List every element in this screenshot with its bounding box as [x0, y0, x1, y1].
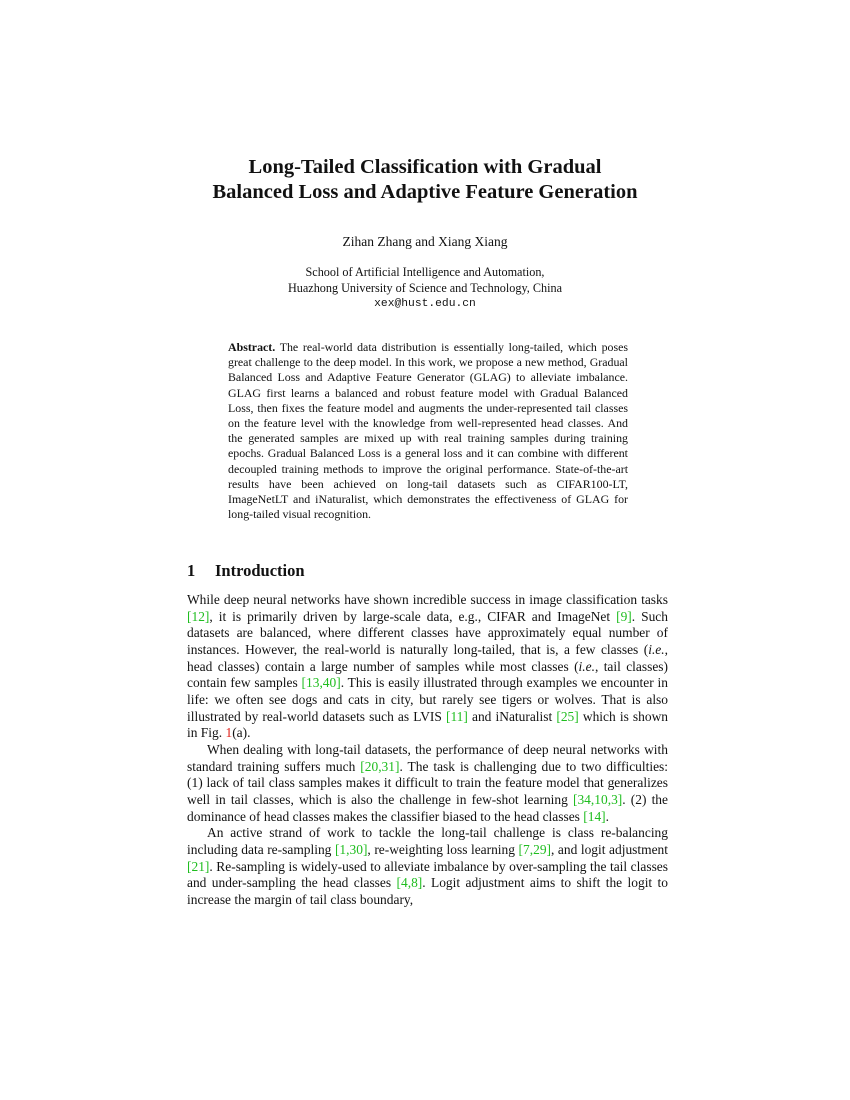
- citation-link[interactable]: 31]: [381, 758, 400, 774]
- title-line-1: Long-Tailed Classification with Gradual: [248, 156, 602, 178]
- citation-link[interactable]: [13: [301, 675, 320, 691]
- text-run: An active strand of work to tackle the long-tail challenge is class re-balancing including data re-sampling: [187, 825, 668, 857]
- citation-link[interactable]: [1: [334, 841, 347, 857]
- text-run: When dealing with long-tail datasets, the performance of deep neural networks with standard training suffers much: [187, 741, 668, 774]
- text-run: , tail classes) contain few samples: [187, 658, 668, 691]
- citation-link[interactable]: [11]: [445, 708, 468, 724]
- author-list: Zihan Zhang and Xiang Xiang: [342, 234, 508, 249]
- citation-link[interactable]: [25]: [556, 708, 579, 724]
- figure-reference-link[interactable]: 1: [225, 725, 233, 741]
- text-run: . The task is challenging due to two difficulties: (1) lack of tail class samples makes it difficult to train the feature model that generalizes well in tail classes, which is also the challenge in few-shot learning: [187, 758, 669, 807]
- text-run: . Re-sampling is widely-used to alleviate imbalance by over-sampling the tail classes and under-sampling the head classes: [187, 858, 668, 891]
- intro-paragraph-3: [187, 825, 668, 908]
- citation-separator: ,: [590, 791, 595, 807]
- section-heading: [187, 561, 305, 581]
- citation-link[interactable]: [12]: [187, 608, 210, 624]
- text-run: . Logit adjustment aims to shift the logit to increase the margin of tail class boundary,: [187, 875, 668, 907]
- citation-separator: ,: [407, 875, 412, 891]
- citation-link[interactable]: 29]: [533, 841, 552, 857]
- citation-link[interactable]: [34: [572, 791, 591, 807]
- affiliation-line-2: Huazhong University of Science and Technology, China: [288, 281, 562, 295]
- text-run: . Such datasets are balanced, where different classes have approximately equal number of instances. However, the real-world is naturally long-tailed, that is, a few classes (: [187, 608, 668, 657]
- author-email: xex@hust.edu.cn: [374, 298, 476, 310]
- citation-separator: ,: [319, 675, 323, 691]
- section-title: Introduction: [215, 561, 305, 580]
- text-run: While deep neural networks have shown incredible success in image classification tasks: [187, 592, 668, 607]
- citation-separator: ,: [607, 791, 612, 807]
- text-run: , re-weighting loss learning: [367, 841, 519, 857]
- text-run: .: [605, 808, 610, 824]
- citation-separator: ,: [346, 841, 350, 857]
- text-run: , head classes) contain a large number of samples while most classes (: [187, 641, 668, 674]
- citation-link[interactable]: 10: [594, 791, 608, 807]
- citation-link[interactable]: 30]: [349, 841, 368, 857]
- abstract-text: The real-world data distribution is essentially long-tailed, which poses great challenge to the deep model. In this work, we propose a new method, Gradual Balanced Loss and Adaptive Feature Generator (GLAG) to alleviate imbalance. GLAG first learns a balanced and robust feature model with Gradual Balanced Loss, then fixes the feature model and augments the under-represented tail classes on the feature level with the knowledge from well-represented head classes. And the generated samples are mixed up with real training samples during training epochs. Gradual Balanced Loss is a general loss and it can combine with different decoupled training methods to improve the original performance. State-of-the-art results have been achieved on long-tail datasets such as CIFAR100-LT, ImageNetLT and iNaturalist, which demonstrates the effectiveness of GLAG for long-tailed visual recognition.: [228, 340, 628, 522]
- citation-link[interactable]: [21]: [187, 858, 210, 874]
- text-run: , and logit adjustment: [551, 841, 668, 857]
- citation-link[interactable]: [20: [360, 758, 379, 774]
- text-run: which is shown in Fig.: [187, 708, 669, 741]
- citation-separator: ,: [529, 841, 534, 857]
- intro-paragraph-2: [187, 742, 668, 825]
- citation-link[interactable]: [7: [518, 841, 530, 857]
- text-run: . This is easily illustrated through examples we encounter in life: we often see dogs and cats in city, but rarely see tigers or wolves. That is also illustrated by real-world datasets such as LVIS: [187, 675, 668, 724]
- italic-abbrev: i.e.: [578, 658, 595, 674]
- citation-link[interactable]: 40]: [322, 675, 341, 691]
- abstract-label: Abstract.: [228, 340, 276, 354]
- text-run: . (2) the dominance of head classes makes the classifier biased to the head classes: [187, 791, 668, 824]
- section-number: 1: [187, 561, 196, 580]
- paper-title: [0, 155, 850, 205]
- citation-link[interactable]: [9]: [616, 608, 632, 624]
- text-run: (a).: [232, 725, 251, 741]
- citation-link[interactable]: [4: [396, 875, 408, 891]
- intro-paragraph-1: [187, 592, 668, 742]
- text-run: , it is primarily driven by large-scale data, e.g., CIFAR and ImageNet: [209, 608, 617, 624]
- abstract: [228, 340, 628, 522]
- introduction-body: [187, 592, 668, 908]
- text-run: and iNaturalist: [467, 708, 557, 724]
- affiliation-line-1: School of Artificial Intelligence and Automation,: [305, 265, 545, 279]
- title-line-2: Balanced Loss and Adaptive Feature Generation: [212, 181, 638, 203]
- italic-abbrev: i.e.: [648, 641, 665, 657]
- affiliation: [0, 264, 850, 312]
- citation-link[interactable]: 8]: [411, 875, 423, 891]
- citation-link[interactable]: 3]: [611, 791, 623, 807]
- citation-link[interactable]: [14]: [583, 808, 606, 824]
- citation-separator: ,: [378, 758, 382, 774]
